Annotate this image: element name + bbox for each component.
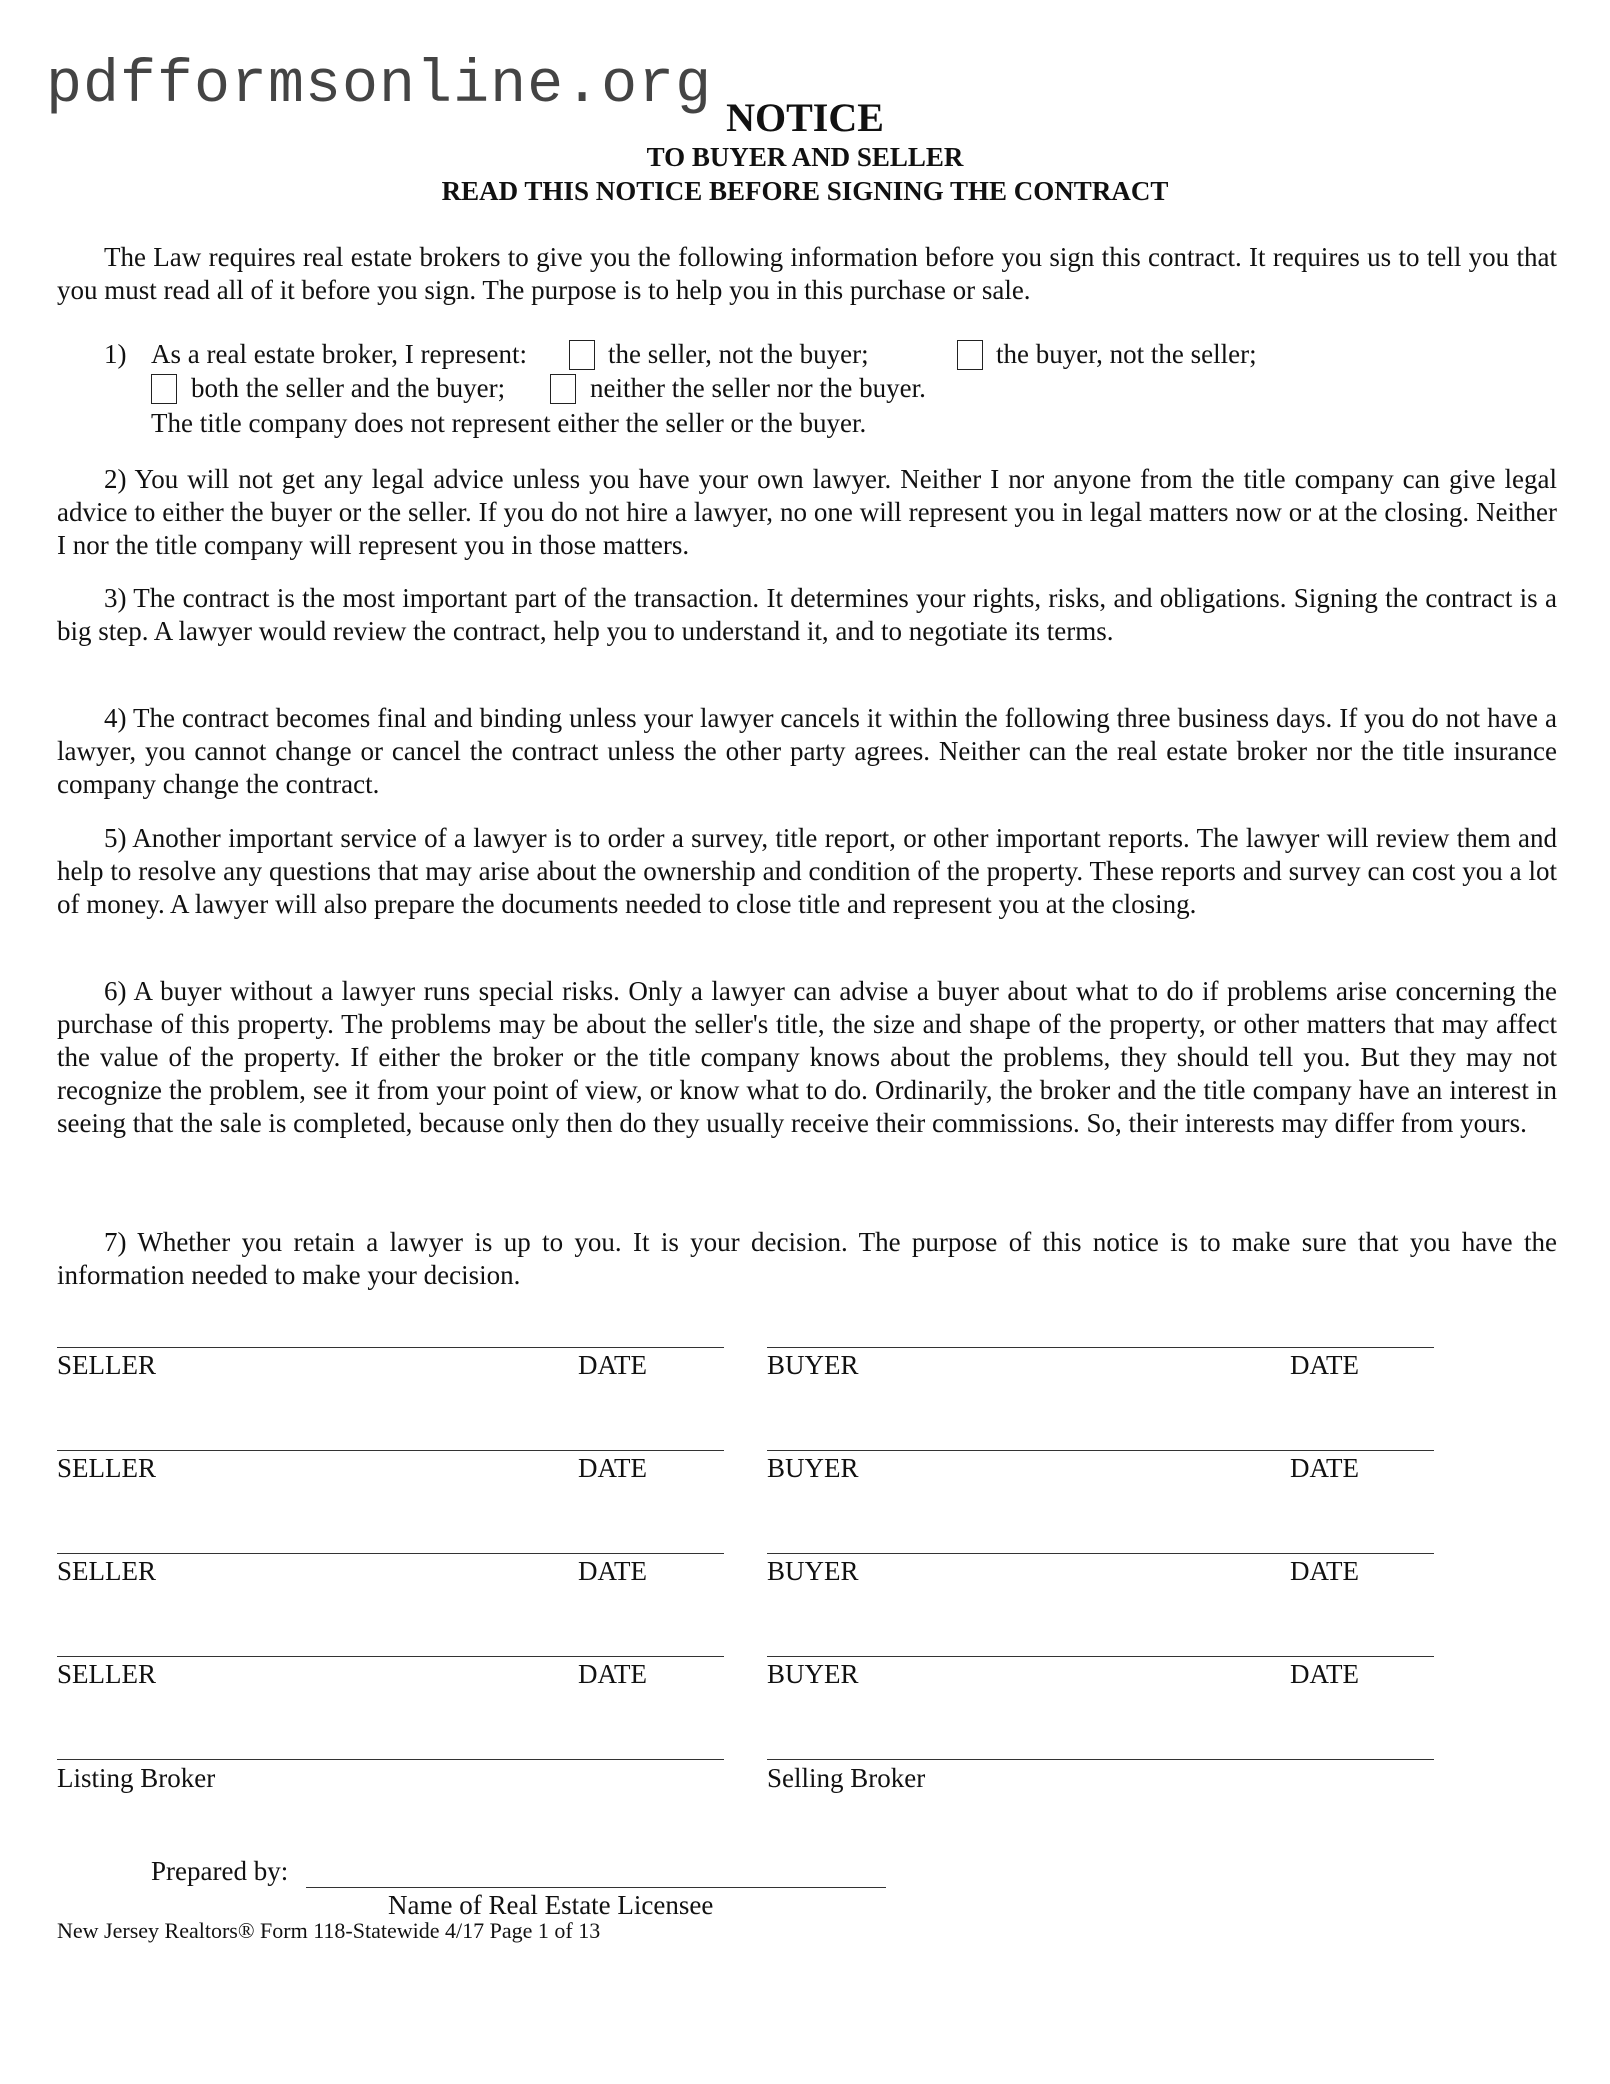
selling-broker-line[interactable] <box>767 1759 1434 1760</box>
notice-title: NOTICE <box>726 95 884 140</box>
seller-date-label-2: DATE <box>578 1453 647 1483</box>
checkbox-neither[interactable] <box>550 374 576 404</box>
paragraph-5-text: 5) Another important service of a lawyer is to order a survey, title report, or other important reports. The lawyer will review them and help to resolve any questions that may arise about the ownership and condition of the property. These reports and survey can cost you a lot of money. A lawyer will also prepare the documents needed to close title and represent you at the closing. <box>57 823 1557 919</box>
paragraph-5 <box>57 822 1557 921</box>
buyer-date-label-3: DATE <box>1290 1556 1359 1586</box>
buyer-date-label-4: DATE <box>1290 1659 1359 1689</box>
paragraph-2-text: 2) You will not get any legal advice unless you have your own lawyer. Neither I nor anyone from the title company can give legal advice to either the buyer or the seller. If you do not hire a lawyer, no one will represent you in legal matters now or at the closing. Neither I nor the title company will represent you in those matters. <box>57 464 1557 560</box>
seller-signature-line-3[interactable] <box>57 1553 724 1554</box>
listing-broker-label: Listing Broker <box>57 1763 216 1793</box>
buyer-signature-line-3[interactable] <box>767 1553 1434 1554</box>
option-seller-label: the seller, not the buyer; <box>608 339 869 369</box>
buyer-date-label-1: DATE <box>1290 1350 1359 1380</box>
representation-number: 1) <box>104 339 127 369</box>
paragraph-7-text: 7) Whether you retain a lawyer is up to you. It is your decision. The purpose of this notice is to make sure that you have the information needed to make your decision. <box>57 1227 1557 1290</box>
selling-broker-label: Selling Broker <box>767 1763 926 1793</box>
licensee-name-label: Name of Real Estate Licensee <box>388 1890 714 1920</box>
intro-paragraph <box>57 241 1557 307</box>
option-neither-label: neither the seller nor the buyer. <box>590 373 926 403</box>
watermark: pdfformsonline.org <box>46 52 713 120</box>
prepared-by-line[interactable] <box>306 1887 886 1888</box>
buyer-signature-line-2[interactable] <box>767 1450 1434 1451</box>
representation-lead: As a real estate broker, I represent: <box>151 339 527 369</box>
paragraph-4-text: 4) The contract becomes final and binding unless your lawyer cancels it within the following three business days. If you do not have a lawyer, you cannot change or cancel the contract unless the other party agrees. Neither can the real estate broker nor the title insurance company change the contract. <box>57 703 1557 799</box>
paragraph-7 <box>57 1226 1557 1292</box>
checkbox-both[interactable] <box>151 374 177 404</box>
intro-text: The Law requires real estate brokers to give you the following information before you sign this contract. It requires us to tell you that you must read all of it before you sign. The purpose is to help you in this purchase or sale. <box>57 242 1557 305</box>
title-company-note: The title company does not represent either the seller or the buyer. <box>151 408 867 438</box>
option-buyer-label: the buyer, not the seller; <box>996 339 1257 369</box>
seller-signature-line-2[interactable] <box>57 1450 724 1451</box>
listing-broker-line[interactable] <box>57 1759 724 1760</box>
paragraph-2 <box>57 463 1557 562</box>
option-both-label: both the seller and the buyer; <box>191 373 506 403</box>
buyer-label-3: BUYER <box>767 1556 859 1586</box>
buyer-signature-line-1[interactable] <box>767 1347 1434 1348</box>
buyer-date-label-2: DATE <box>1290 1453 1359 1483</box>
paragraph-3 <box>57 582 1557 648</box>
paragraph-4 <box>57 702 1557 801</box>
notice-warning: READ THIS NOTICE BEFORE SIGNING THE CONTRACT <box>441 176 1169 206</box>
checkbox-seller[interactable] <box>569 340 595 370</box>
seller-signature-line-1[interactable] <box>57 1347 724 1348</box>
buyer-label-4: BUYER <box>767 1659 859 1689</box>
notice-subtitle: TO BUYER AND SELLER <box>646 142 964 172</box>
buyer-label-1: BUYER <box>767 1350 859 1380</box>
seller-label-2: SELLER <box>57 1453 156 1483</box>
seller-date-label-3: DATE <box>578 1556 647 1586</box>
checkbox-buyer[interactable] <box>957 340 983 370</box>
seller-label-4: SELLER <box>57 1659 156 1689</box>
paragraph-6 <box>57 975 1557 1140</box>
seller-label-1: SELLER <box>57 1350 156 1380</box>
form-footer: New Jersey Realtors® Form 118-Statewide 4/17 Page 1 of 13 <box>57 1918 601 1943</box>
seller-signature-line-4[interactable] <box>57 1656 724 1657</box>
seller-label-3: SELLER <box>57 1556 156 1586</box>
paragraph-3-text: 3) The contract is the most important part of the transaction. It determines your rights, risks, and obligations. Signing the contract is a big step. A lawyer would review the contract, help you to understand it, and to negotiate its terms. <box>57 583 1557 646</box>
buyer-label-2: BUYER <box>767 1453 859 1483</box>
buyer-signature-line-4[interactable] <box>767 1656 1434 1657</box>
paragraph-6-text: 6) A buyer without a lawyer runs special risks. Only a lawyer can advise a buyer about what to do if problems arise concerning the purchase of this property. The problems may be about the seller's title, the size and shape of the property, or other matters that may affect the value of the property. If either the broker or the title company knows about the problems, they should tell you. But they may not recognize the problem, see it from your point of view, or know what to do. Ordinarily, the broker and the title company have an interest in seeing that the sale is completed, because only then do they usually receive their commissions. So, their interests may differ from yours. <box>57 976 1557 1138</box>
prepared-by-label: Prepared by: <box>151 1856 289 1886</box>
seller-date-label-1: DATE <box>578 1350 647 1380</box>
seller-date-label-4: DATE <box>578 1659 647 1689</box>
